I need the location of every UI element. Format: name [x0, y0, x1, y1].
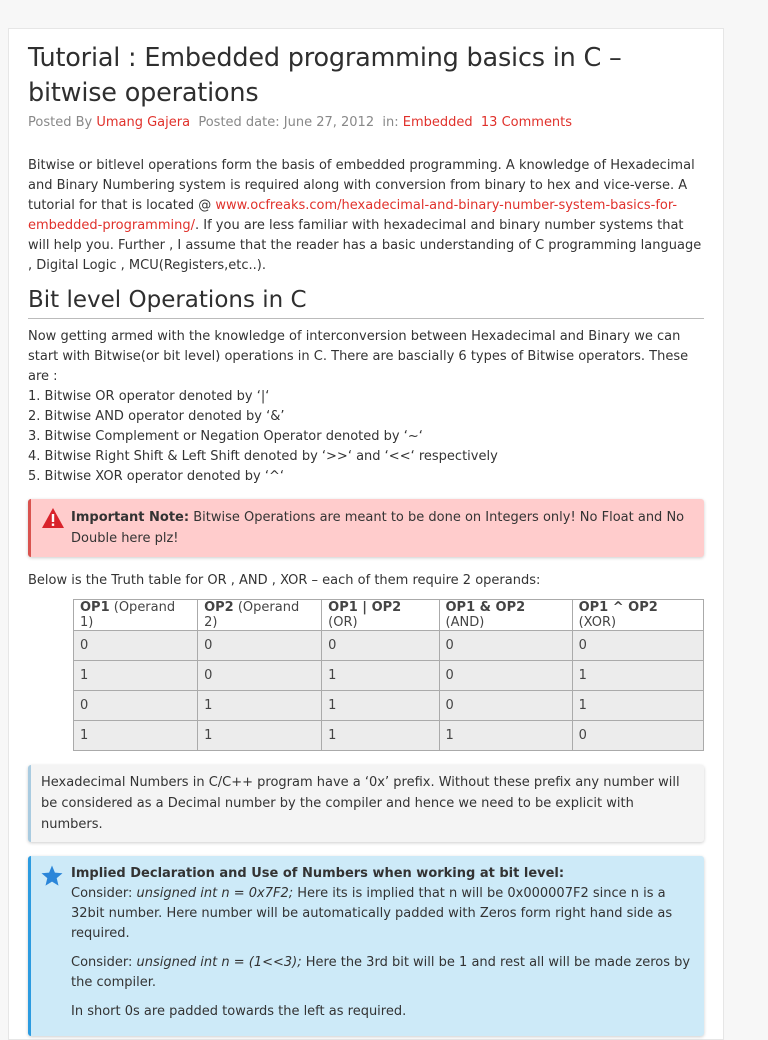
- intro-text-2: . If you are less familiar with hexadecimal and binary number systems that will help you. Further , I assume that the reader has a basic understanding of C programming language , Digital Logic , MCU(Registers,etc..).: [28, 218, 702, 273]
- table-cell: 1: [322, 661, 439, 691]
- warning-icon: [41, 507, 65, 529]
- table-cell: 0: [572, 721, 703, 751]
- important-note: [28, 499, 704, 557]
- implied-paragraph-3: In short 0s are padded towards the left as required.: [71, 1004, 407, 1019]
- table-header: OP1 | OP2 (OR): [322, 600, 439, 631]
- table-row: [74, 631, 704, 661]
- note-text: Bitwise Operations are meant to be done on Integers only! No Float and No Double here plz!: [71, 510, 685, 546]
- table-header: OP1 (Operand 1): [74, 600, 198, 631]
- date-label: Posted date:: [198, 115, 280, 130]
- category-link[interactable]: Embedded: [402, 115, 473, 130]
- implied-declaration-box: [28, 856, 704, 1036]
- author-link[interactable]: Umang Gajera: [96, 115, 191, 130]
- table-cell: 1: [74, 721, 198, 751]
- tutorial-link[interactable]: www.ocfreaks.com/hexadecimal-and-binary-number-system-basics-for-embedded-programming/: [28, 198, 678, 233]
- operator-list: [28, 387, 704, 487]
- table-cell: 1: [572, 691, 703, 721]
- table-cell: 1: [572, 661, 703, 691]
- code-snippet: unsigned int n = (1<<3);: [136, 955, 302, 970]
- article-card: [8, 28, 724, 1040]
- table-row: [74, 721, 704, 751]
- operator-item: 3. Bitwise Complement or Negation Operator denoted by ‘~‘: [28, 429, 423, 444]
- section-paragraph: Now getting armed with the knowledge of interconversion between Hexadecimal and Binary we can start with Bitwise(or bit level) operations in C. There are bascially 6 types of Bitwise operators. These are :: [28, 329, 689, 384]
- post-date: June 27, 2012: [283, 115, 375, 130]
- table-cell: 0: [198, 631, 322, 661]
- table-cell: 1: [439, 721, 572, 751]
- implied-paragraph-2: Consider: unsigned int n = (1<<3); Here the 3rd bit will be 1 and rest all will be made zeros by the compiler.: [71, 955, 691, 990]
- table-cell: 1: [322, 721, 439, 751]
- article-title: Tutorial : Embedded programming basics in C – bitwise operations: [28, 43, 622, 108]
- table-cell: 0: [198, 661, 322, 691]
- table-header: OP2 (Operand 2): [198, 600, 322, 631]
- operator-item: 2. Bitwise AND operator denoted by ‘&’: [28, 409, 285, 424]
- table-cell: 0: [74, 631, 198, 661]
- operator-item: 5. Bitwise XOR operator denoted by ‘^‘: [28, 469, 284, 484]
- table-cell: 0: [74, 691, 198, 721]
- note-label: Important Note:: [71, 510, 190, 525]
- operator-item: 1. Bitwise OR operator denoted by ‘|‘: [28, 389, 270, 404]
- table-cell: 0: [439, 691, 572, 721]
- table-cell: 0: [322, 631, 439, 661]
- category-label: in:: [382, 115, 399, 130]
- code-snippet: unsigned int n = 0x7F2;: [136, 886, 294, 901]
- intro-text-1: Bitwise or bitlevel operations form the basis of embedded programming. A knowledge of Hexadecimal and Binary Numbering system is required along with conversion from binary to hex and vice-verse. A tutorial for that is located @: [28, 158, 695, 213]
- operator-item: 4. Bitwise Right Shift & Left Shift denoted by ‘>>‘ and ‘<<‘ respectively: [28, 449, 498, 464]
- article-meta: [28, 115, 704, 130]
- section-heading: Bit level Operations in C: [28, 284, 704, 319]
- implied-title: Implied Declaration and Use of Numbers when working at bit level:: [71, 866, 565, 881]
- table-header: OP1 & OP2 (AND): [439, 600, 572, 631]
- implied-paragraph-1: Consider: unsigned int n = 0x7F2; Here its is implied that n will be 0x000007F2 since n is a 32bit number. Here number will be automatically padded with Zeros form right hand side as required.: [71, 886, 673, 941]
- table-cell: 1: [198, 691, 322, 721]
- article-content: [28, 41, 704, 1036]
- hex-info-box: Hexadecimal Numbers in C/C++ program have a ‘0x’ prefix. Without these prefix any number will be considered as a Decimal number by the compiler and hence we need to be explicit with numbers.: [28, 765, 704, 842]
- table-cell: 1: [74, 661, 198, 691]
- comments-link[interactable]: 13 Comments: [480, 115, 573, 130]
- table-header-row: [74, 600, 704, 631]
- table-cell: 0: [439, 661, 572, 691]
- table-cell: 1: [322, 691, 439, 721]
- table-cell: 0: [572, 631, 703, 661]
- table-row: [74, 661, 704, 691]
- truth-table-intro: Below is the Truth table for OR , AND , XOR – each of them require 2 operands:: [28, 573, 541, 588]
- posted-by-label: Posted By: [28, 115, 93, 130]
- star-icon: [40, 864, 64, 888]
- table-row: [74, 691, 704, 721]
- intro-paragraph: [28, 156, 704, 276]
- truth-table: [73, 599, 704, 751]
- table-cell: 1: [198, 721, 322, 751]
- table-header: OP1 ^ OP2 (XOR): [572, 600, 703, 631]
- table-cell: 0: [439, 631, 572, 661]
